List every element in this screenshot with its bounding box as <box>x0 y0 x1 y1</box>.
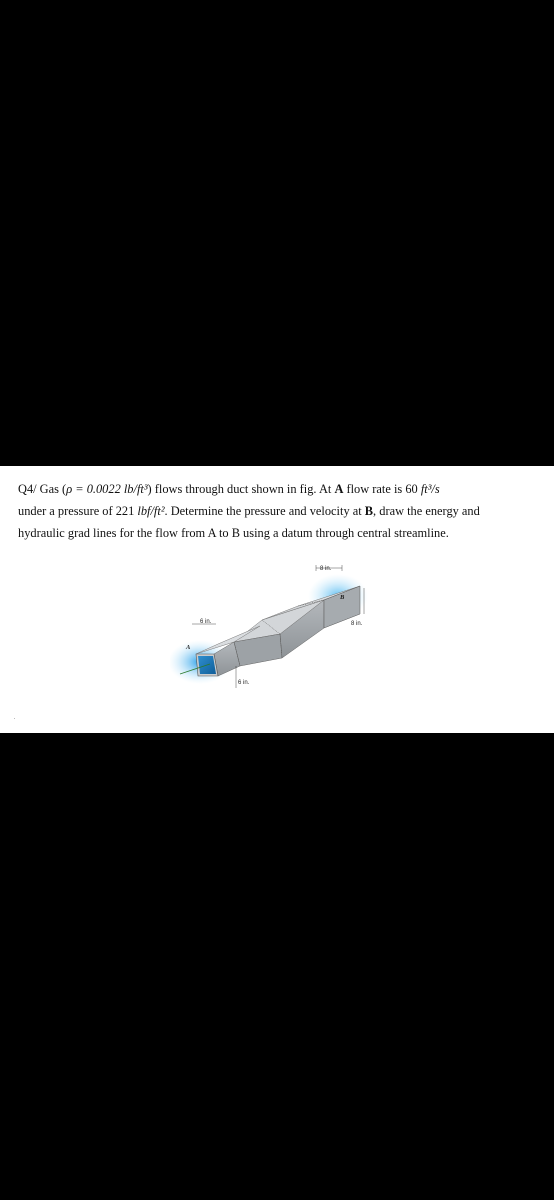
flow-unit: ft³/s <box>420 482 440 496</box>
question-text-segment: ) flows through duct shown in fig. At <box>147 482 335 496</box>
question-prefix: Q4/ Gas ( <box>18 482 67 496</box>
question-text <box>18 478 540 544</box>
dim-label-top-b: 8 in. <box>320 566 332 572</box>
label-a: A <box>186 644 191 651</box>
text-cursor-dot <box>14 718 15 719</box>
pressure-unit: lbf/ft² <box>137 504 165 518</box>
question-line-2 <box>18 500 540 522</box>
dim-label-top-a: 6 in. <box>200 619 212 625</box>
point-b-ref: B <box>364 504 374 518</box>
document-page <box>0 466 554 733</box>
question-line-3: hydraulic grad lines for the flow from A to B using a datum through central streamline. <box>18 526 449 540</box>
question-text-segment: . Determine the pressure and velocity at <box>164 504 365 518</box>
question-text-segment: flow rate is 60 <box>343 482 421 496</box>
question-line-1 <box>18 478 540 500</box>
dim-label-side-a: 6 in. <box>238 680 250 686</box>
label-b: B <box>340 594 345 601</box>
question-text-segment: under a pressure of 221 <box>18 504 138 518</box>
duct-figure <box>170 562 380 690</box>
question-text-segment: , draw the energy and <box>373 504 480 518</box>
density-expression: ρ = 0.0022 lb/ft³ <box>66 482 148 496</box>
duct-diagram <box>170 562 380 690</box>
dim-label-side-b: 8 in. <box>351 621 363 627</box>
point-a-ref: A <box>334 482 344 496</box>
